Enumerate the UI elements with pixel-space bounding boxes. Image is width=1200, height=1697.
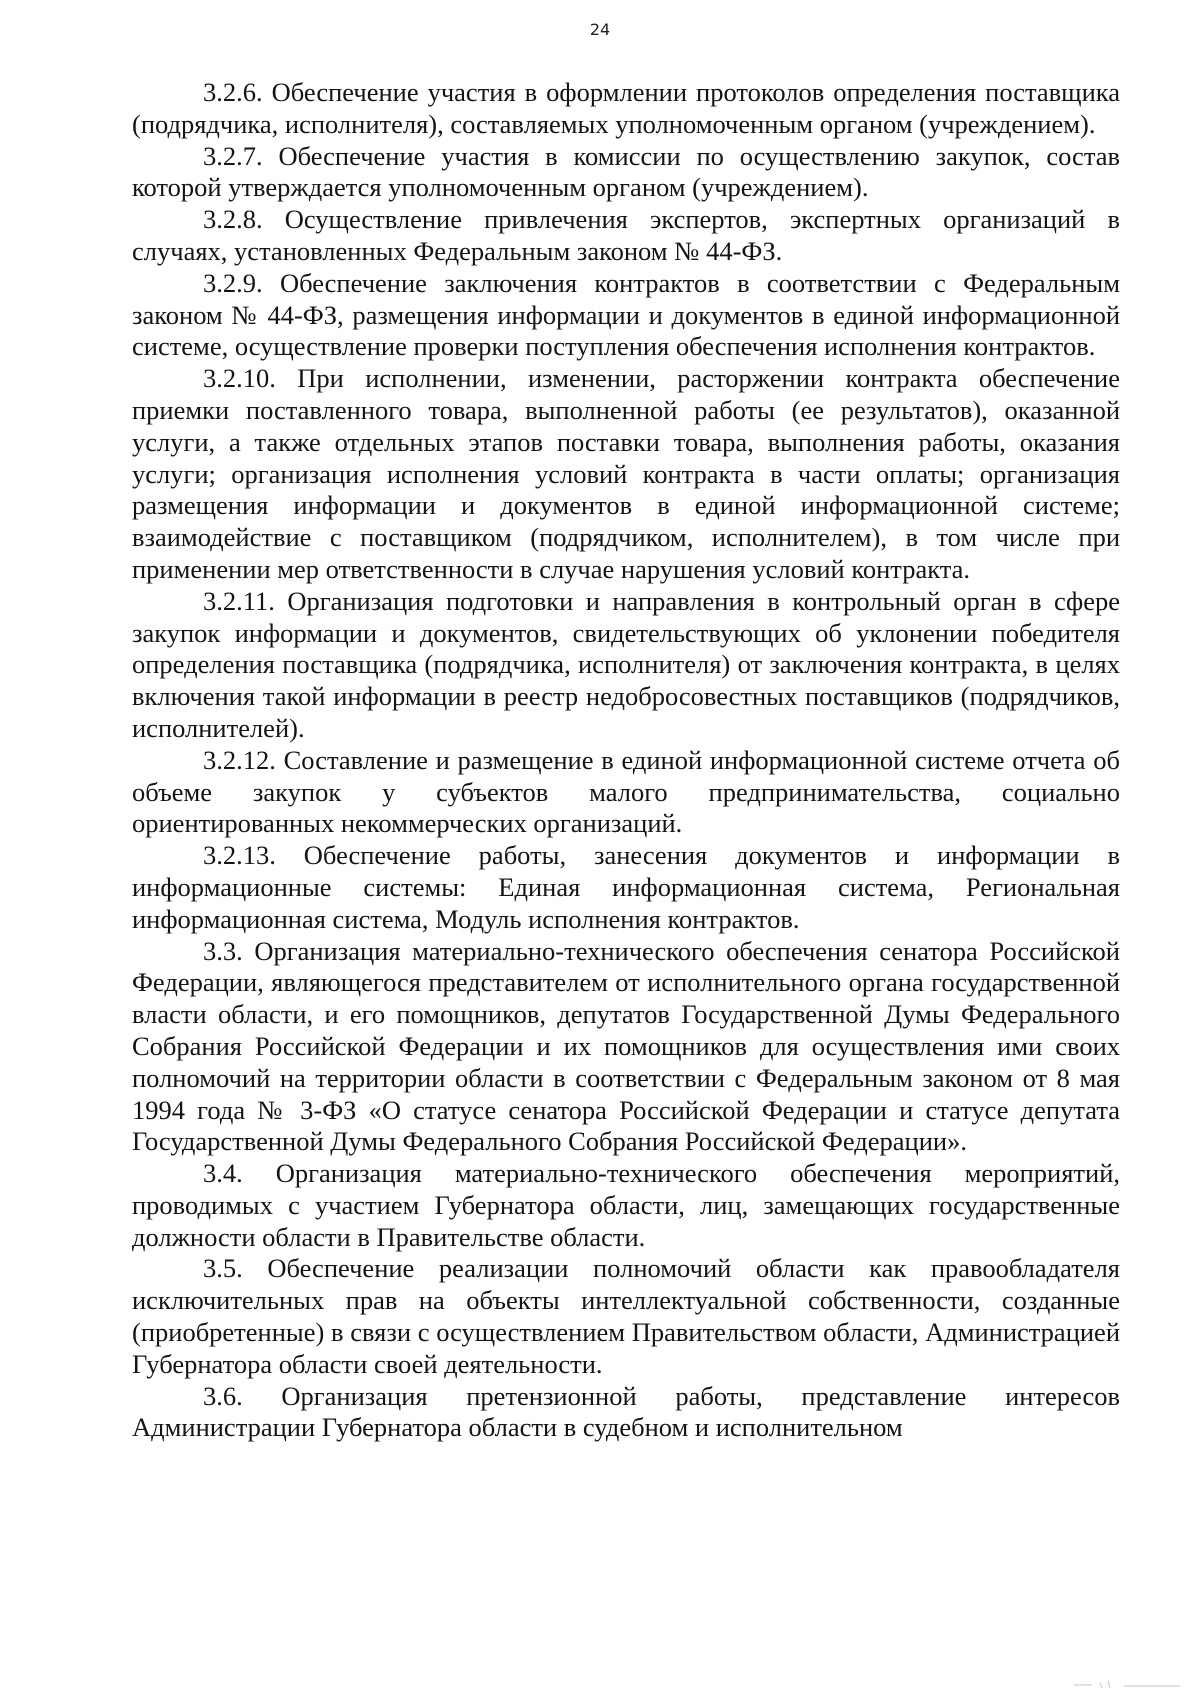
paragraph-3-2-6: 3.2.6. Обеспечение участия в оформлении протоколов определения поставщика (подрядчика, исполнителя), составляемых уполномоченным органом (учреждением). [132,77,1120,139]
paragraph-3-2-9: 3.2.9. Обеспечение заключения контрактов в соответствии с Федеральным законом № 44-ФЗ, размещения информации и документов в единой информационной системе, осуществление проверки поступления обеспечения исполнения контрактов. [132,267,1120,362]
scan-artifact-mark [1072,1675,1182,1689]
document-body [132,77,1120,1444]
paragraph-3-2-10: 3.2.10. При исполнении, изменении, расторжении контракта обеспечение приемки поставленного товара, выполненной работы (ее результатов), оказанной услуги, а также отдельных этапов поставки товара, выполнения работы, оказания услуги; организация исполнения условий контракта в части оплаты; организация размещения информации и документов в единой информационной системе; взаимодействие с поставщиком (подрядчиком, исполнителем), в том числе при применении мер ответственности в случае нарушения условий контракта. [132,363,1120,584]
paragraph-3-5: 3.5. Обеспечение реализации полномочий области как правообладателя исключительных прав на объекты интеллектуальной собственности, созданные (приобретенные) в связи с осуществлением Правительством области, Администрацией Губернатора области своей деятельности. [132,1253,1120,1379]
paragraph-3-2-8: 3.2.8. Осуществление привлечения экспертов, экспертных организаций в случаях, установленных Федеральным законом № 44-ФЗ. [132,204,1120,266]
paragraph-3-2-13: 3.2.13. Обеспечение работы, занесения документов и информации в информационные системы: Единая информационная система, Региональная информационная система, Модуль исполнения контрактов. [132,840,1120,934]
paragraph-3-2-12: 3.2.12. Составление и размещение в единой информационной системе отчета об объеме закупок у субъектов малого предпринимательства, социально ориентированных некоммерческих организаций. [132,744,1120,839]
paragraph-3-6: 3.6. Организация претензионной работы, представление интересов Администрации Губернатора области в судебном и исполнительном [132,1380,1120,1443]
paragraph-3-2-7: 3.2.7. Обеспечение участия в комиссии по осуществлению закупок, состав которой утверждается уполномоченным органом (учреждением). [132,140,1120,203]
paragraph-3-4: 3.4. Организация материально-технического обеспечения мероприятий, проводимых с участием Губернатора области, лиц, замещающих государственные должности области в Правительстве области. [132,1158,1120,1252]
page-number: 24 [589,20,611,39]
paragraph-3-3: 3.3. Организация материально-технического обеспечения сенатора Российской Федерации, являющегося представителем от исполнительного органа государственной власти области, и его помощников, депутатов Государственной Думы Федерального Собрания Российской Федерации и их помощников для осуществления ими своих полномочий на территории области в соответствии с Федеральным законом от 8 мая 1994 года № 3-ФЗ «О статусе сенатора Российской Федерации и статусе депутата Государственной Думы Федерального Собрания Российской Федерации». [132,935,1120,1157]
paragraph-3-2-11: 3.2.11. Организация подготовки и направления в контрольный орган в сфере закупок информации и документов, свидетельствующих об уклонении победителя определения поставщика (подрядчика, исполнителя) от заключения контракта, в целях включения такой информации в реестр недобросовестных поставщиков (подрядчиков, исполнителей). [132,585,1120,743]
